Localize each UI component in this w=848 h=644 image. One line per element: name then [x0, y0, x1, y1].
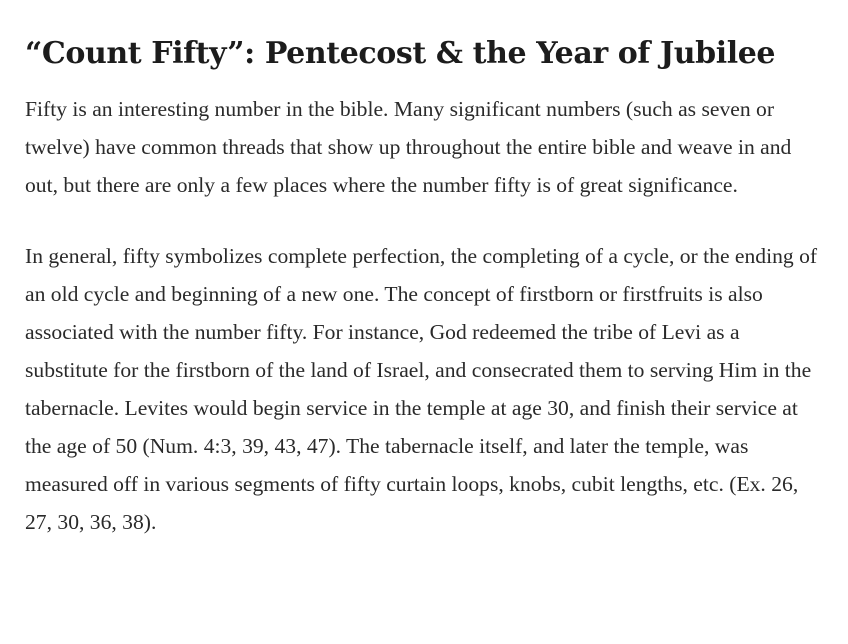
article-title: “Count Fifty”: Pentecost & the Year of Jubilee [25, 36, 776, 71]
article [25, 26, 825, 541]
article-paragraph-1: Fifty is an interesting number in the bible. Many significant numbers (such as seven or twelve) have common threads that show up throughout the entire bible and weave in and out, but there are only a few places where the number fifty is of great significance. [25, 97, 792, 197]
article-paragraph-2: In general, fifty symbolizes complete perfection, the completing of a cycle, or the ending of an old cycle and beginning of a new one. The concept of firstborn or firstfruits is also associated with the number fifty. For instance, God redeemed the tribe of Levi as a substitute for the firstborn of the land of Israel, and consecrated them to serving Him in the tabernacle. Levites would begin service in the temple at age 30, and finish their service at the age of 50 (Num. 4:3, 39, 43, 47). The tabernacle itself, and later the temple, was measured off in various segments of fifty curtain loops, knobs, cubit lengths, etc. (Ex. 26, 27, 30, 36, 38). [25, 244, 818, 534]
